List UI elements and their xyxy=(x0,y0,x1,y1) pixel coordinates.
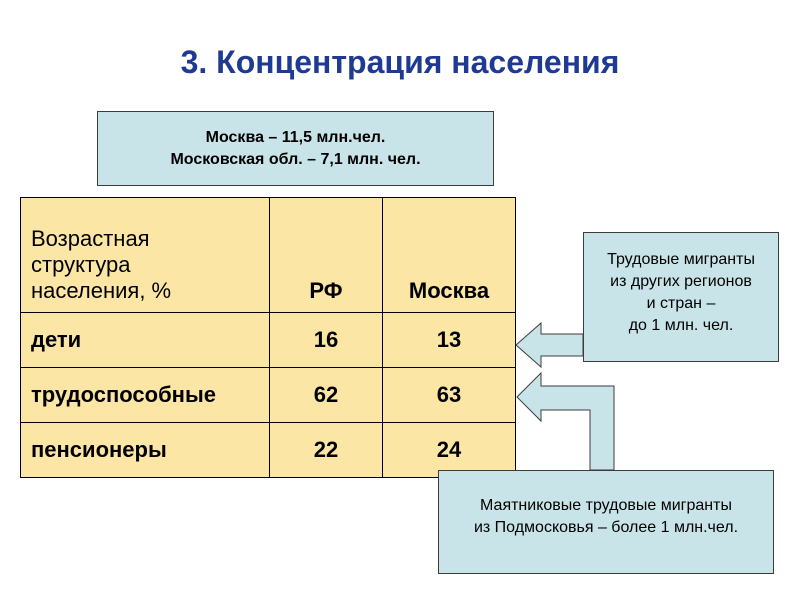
header-line: населения, % xyxy=(31,278,172,303)
rf-value: 22 xyxy=(270,423,383,478)
migrants-line: до 1 млн. чел. xyxy=(628,317,734,334)
pendulum-migrants-box xyxy=(438,470,774,574)
slide-title: 3. Концентрация населения xyxy=(180,44,620,80)
migrants-line: из других регионов xyxy=(610,273,752,290)
row-label: пенсионеры xyxy=(21,423,270,478)
migrants-arrow xyxy=(516,323,583,367)
rf-value: 16 xyxy=(270,313,383,368)
moscow-value: 63 xyxy=(383,368,516,423)
migrants-line: и стран – xyxy=(646,295,716,312)
moscow-region-population-line: Московская обл. – 7,1 млн. чел. xyxy=(170,151,421,168)
header-line: Возрастная xyxy=(31,226,150,251)
pendulum-line: Маятниковые трудовые мигранты xyxy=(480,497,732,514)
pendulum-arrow xyxy=(517,373,614,470)
moscow-population-line: Москва – 11,5 млн.чел. xyxy=(205,129,386,146)
pendulum-line: из Подмосковья – более 1 млн.чел. xyxy=(473,519,739,536)
rf-value: 62 xyxy=(270,368,383,423)
moscow-value: 13 xyxy=(383,313,516,368)
labor-migrants-box xyxy=(583,232,779,362)
table-header-rf: РФ xyxy=(270,198,383,313)
table-header-moscow: Москва xyxy=(383,198,516,313)
migrants-line: Трудовые мигранты xyxy=(607,251,755,268)
header-line: структура xyxy=(31,252,131,277)
row-label: трудоспособные xyxy=(21,368,270,423)
moscow-value: 24 xyxy=(383,423,516,478)
row-label: дети xyxy=(21,313,270,368)
